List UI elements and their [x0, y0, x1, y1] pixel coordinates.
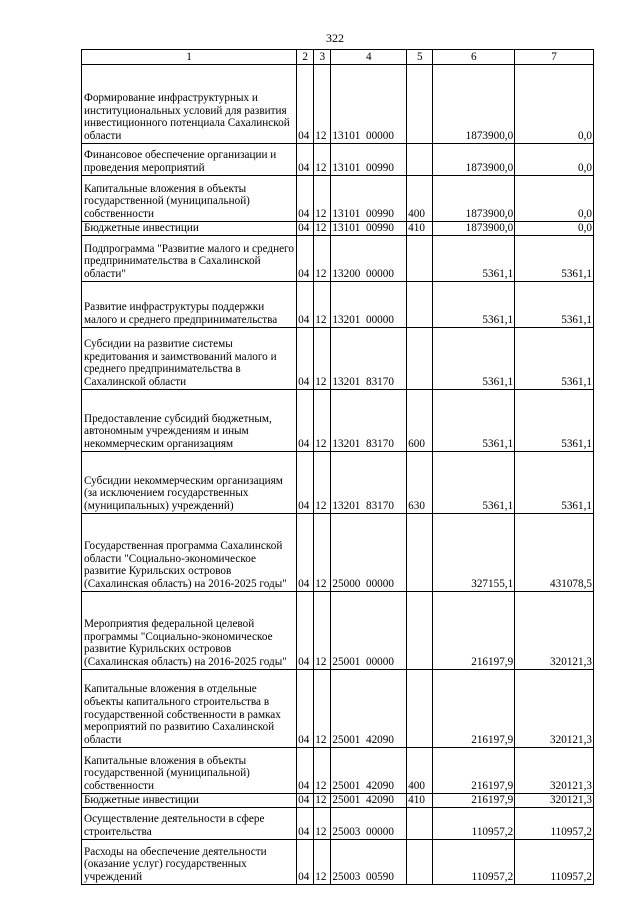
row-expense-type-cell — [407, 840, 433, 885]
row-name-cell: Финансовое обеспечение организации и проведения мероприятий — [82, 144, 297, 176]
row-section-cell: 04 — [297, 65, 314, 144]
row-target-article-cell: 25003 00590 — [331, 840, 407, 885]
row-subsection-cell: 12 — [314, 282, 331, 328]
row-amount-year1-cell: 216197,9 — [433, 748, 515, 794]
row-section-cell: 04 — [297, 144, 314, 176]
row-amount-year2-cell: 5361,1 — [515, 236, 594, 282]
row-target-article-cell: 25001 42090 — [331, 670, 407, 748]
row-amount-year1-cell: 1873900,0 — [433, 222, 515, 236]
row-name-cell: Расходы на обеспечение деятельности (оказание услуг) государственных учреждений — [82, 840, 297, 885]
table-row — [82, 222, 594, 236]
row-section-cell: 04 — [297, 452, 314, 514]
table-row — [82, 65, 594, 144]
row-name-cell: Капитальные вложения в отдельные объекты капитального строительства в государственной собственности в рамках мероприятий по развитию Сахалинской области — [82, 670, 297, 748]
row-subsection-cell: 12 — [314, 592, 331, 670]
row-subsection-cell: 12 — [314, 65, 331, 144]
row-expense-type-cell — [407, 144, 433, 176]
row-expense-type-cell: 410 — [407, 794, 433, 808]
row-name-cell: Бюджетные инвестиции — [82, 222, 297, 236]
row-amount-year2-cell: 320121,3 — [515, 794, 594, 808]
budget-table — [81, 49, 594, 885]
row-name-cell: Развитие инфраструктуры поддержки малого и среднего предпринимательства — [82, 282, 297, 328]
row-name-cell: Субсидии некоммерческим организациям (за исключением государственных (муниципальных) учреждений) — [82, 452, 297, 514]
row-expense-type-cell — [407, 65, 433, 144]
row-section-cell: 04 — [297, 748, 314, 794]
row-subsection-cell: 12 — [314, 176, 331, 222]
table-row — [82, 592, 594, 670]
row-section-cell: 04 — [297, 592, 314, 670]
table-row — [82, 176, 594, 222]
row-amount-year2-cell: 0,0 — [515, 176, 594, 222]
row-amount-year1-cell: 216197,9 — [433, 670, 515, 748]
row-amount-year1-cell: 216197,9 — [433, 592, 515, 670]
table-row — [82, 328, 594, 390]
row-target-article-cell: 25003 00000 — [331, 808, 407, 840]
row-expense-type-cell: 400 — [407, 748, 433, 794]
column-header-5: 5 — [407, 50, 433, 65]
row-subsection-cell: 12 — [314, 222, 331, 236]
row-name-cell: Субсидии на развитие системы кредитования и заимствований малого и среднего предпринимательства в Сахалинской области — [82, 328, 297, 390]
column-header-6: 6 — [433, 50, 515, 65]
row-expense-type-cell — [407, 670, 433, 748]
row-amount-year1-cell: 1873900,0 — [433, 65, 515, 144]
row-expense-type-cell: 400 — [407, 176, 433, 222]
row-name-cell: Формирование инфраструктурных и институциональных условий для развития инвестиционного потенциала Сахалинской области — [82, 65, 297, 144]
row-amount-year2-cell: 5361,1 — [515, 328, 594, 390]
row-amount-year1-cell: 5361,1 — [433, 452, 515, 514]
row-target-article-cell: 13101 00990 — [331, 176, 407, 222]
row-amount-year1-cell: 1873900,0 — [433, 144, 515, 176]
table-row — [82, 794, 594, 808]
row-name-cell: Осуществление деятельности в сфере строительства — [82, 808, 297, 840]
row-target-article-cell: 13201 83170 — [331, 390, 407, 452]
row-name-cell: Предоставление субсидий бюджетным, автономным учреждениям и иным некоммерческим организациям — [82, 390, 297, 452]
row-expense-type-cell: 630 — [407, 452, 433, 514]
row-target-article-cell: 13201 83170 — [331, 328, 407, 390]
row-subsection-cell: 12 — [314, 452, 331, 514]
row-name-cell: Подпрограмма "Развитие малого и среднего предпринимательства в Сахалинской области" — [82, 236, 297, 282]
table-header-row — [82, 50, 594, 65]
table-body — [82, 65, 594, 885]
row-name-cell: Мероприятия федеральной целевой программы "Социально-экономическое развитие Курильских островов (Сахалинская область) на 2016-2025 годы" — [82, 592, 297, 670]
row-section-cell: 04 — [297, 390, 314, 452]
row-subsection-cell: 12 — [314, 794, 331, 808]
row-target-article-cell: 13201 00000 — [331, 282, 407, 328]
row-expense-type-cell — [407, 236, 433, 282]
table-row — [82, 748, 594, 794]
column-header-3: 3 — [314, 50, 331, 65]
row-subsection-cell: 12 — [314, 328, 331, 390]
row-amount-year2-cell: 110957,2 — [515, 808, 594, 840]
row-section-cell: 04 — [297, 840, 314, 885]
row-subsection-cell: 12 — [314, 144, 331, 176]
row-section-cell: 04 — [297, 328, 314, 390]
table-row — [82, 236, 594, 282]
row-target-article-cell: 13101 00000 — [331, 65, 407, 144]
row-amount-year2-cell: 5361,1 — [515, 282, 594, 328]
row-amount-year2-cell: 431078,5 — [515, 514, 594, 592]
row-amount-year1-cell: 5361,1 — [433, 236, 515, 282]
table-row — [82, 390, 594, 452]
row-subsection-cell: 12 — [314, 840, 331, 885]
row-section-cell: 04 — [297, 236, 314, 282]
row-amount-year2-cell: 0,0 — [515, 222, 594, 236]
row-target-article-cell: 13101 00990 — [331, 144, 407, 176]
row-subsection-cell: 12 — [314, 390, 331, 452]
row-section-cell: 04 — [297, 670, 314, 748]
column-header-4: 4 — [331, 50, 407, 65]
row-amount-year2-cell: 0,0 — [515, 144, 594, 176]
row-expense-type-cell — [407, 808, 433, 840]
row-name-cell: Капитальные вложения в объекты государственной (муниципальной) собственности — [82, 748, 297, 794]
row-amount-year2-cell: 320121,3 — [515, 748, 594, 794]
table-row — [82, 670, 594, 748]
row-name-cell: Капитальные вложения в объекты государственной (муниципальной) собственности — [82, 176, 297, 222]
row-expense-type-cell: 600 — [407, 390, 433, 452]
page-number: 322 — [326, 31, 344, 45]
row-target-article-cell: 13200 00000 — [331, 236, 407, 282]
row-subsection-cell: 12 — [314, 236, 331, 282]
row-name-cell: Государственная программа Сахалинской области "Социально-экономическое развитие Курильских островов (Сахалинская область) на 2016-2025 годы" — [82, 514, 297, 592]
row-section-cell: 04 — [297, 176, 314, 222]
row-amount-year2-cell: 320121,3 — [515, 592, 594, 670]
column-header-1: 1 — [82, 50, 297, 65]
row-amount-year1-cell: 110957,2 — [433, 808, 515, 840]
column-header-2: 2 — [297, 50, 314, 65]
row-expense-type-cell — [407, 282, 433, 328]
column-header-7: 7 — [515, 50, 594, 65]
row-amount-year1-cell: 216197,9 — [433, 794, 515, 808]
row-amount-year2-cell: 320121,3 — [515, 670, 594, 748]
row-name-cell: Бюджетные инвестиции — [82, 794, 297, 808]
table-row — [82, 144, 594, 176]
row-amount-year2-cell: 5361,1 — [515, 390, 594, 452]
table-row — [82, 840, 594, 885]
row-target-article-cell: 25001 42090 — [331, 794, 407, 808]
row-subsection-cell: 12 — [314, 670, 331, 748]
row-amount-year1-cell: 110957,2 — [433, 840, 515, 885]
row-subsection-cell: 12 — [314, 514, 331, 592]
row-amount-year1-cell: 1873900,0 — [433, 176, 515, 222]
row-expense-type-cell: 410 — [407, 222, 433, 236]
row-amount-year2-cell: 0,0 — [515, 65, 594, 144]
row-target-article-cell: 25001 00000 — [331, 592, 407, 670]
row-amount-year2-cell: 110957,2 — [515, 840, 594, 885]
table-row — [82, 514, 594, 592]
row-section-cell: 04 — [297, 282, 314, 328]
row-target-article-cell: 13201 83170 — [331, 452, 407, 514]
table-row — [82, 282, 594, 328]
row-target-article-cell: 25000 00000 — [331, 514, 407, 592]
row-section-cell: 04 — [297, 222, 314, 236]
row-section-cell: 04 — [297, 514, 314, 592]
row-expense-type-cell — [407, 514, 433, 592]
row-target-article-cell: 13101 00990 — [331, 222, 407, 236]
row-subsection-cell: 12 — [314, 748, 331, 794]
row-expense-type-cell — [407, 328, 433, 390]
row-amount-year1-cell: 327155,1 — [433, 514, 515, 592]
row-target-article-cell: 25001 42090 — [331, 748, 407, 794]
row-amount-year2-cell: 5361,1 — [515, 452, 594, 514]
row-expense-type-cell — [407, 592, 433, 670]
row-subsection-cell: 12 — [314, 808, 331, 840]
table-row — [82, 808, 594, 840]
row-amount-year1-cell: 5361,1 — [433, 390, 515, 452]
row-section-cell: 04 — [297, 808, 314, 840]
table-row — [82, 452, 594, 514]
row-section-cell: 04 — [297, 794, 314, 808]
row-amount-year1-cell: 5361,1 — [433, 282, 515, 328]
row-amount-year1-cell: 5361,1 — [433, 328, 515, 390]
